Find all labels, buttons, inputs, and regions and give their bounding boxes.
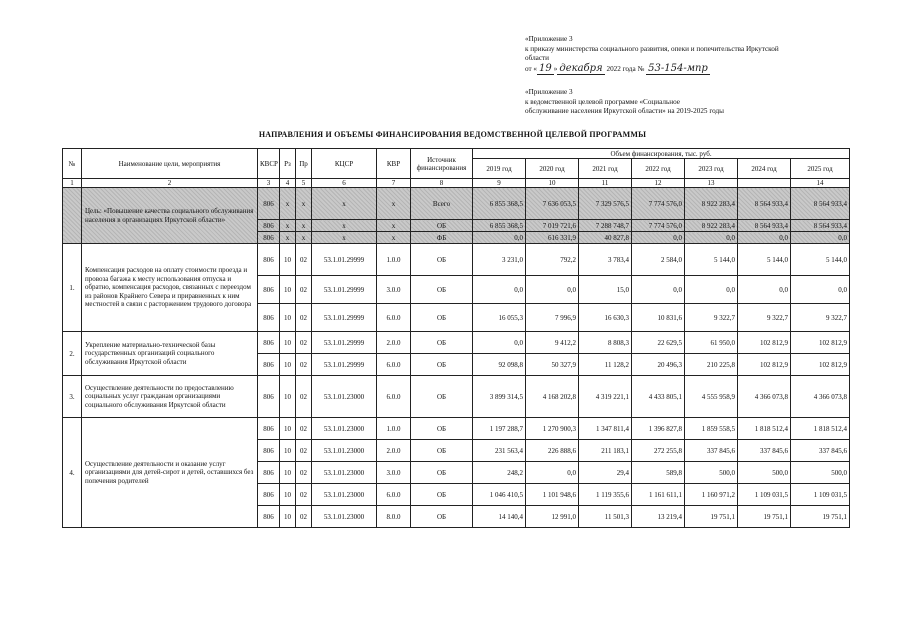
order-date-line: от « 19 » декабря 2022 года № 53-154-мпр [525,62,708,74]
cell-rz: х [280,188,296,220]
cell-value: 1 046 410,5 [473,484,526,506]
cell-value: 4 433 805,1 [632,376,685,418]
row-name: Цель: «Повышение качества социального обслуживания населения в организациях Иркутской области» [82,188,258,244]
row-name: Компенсация расходов на оплату стоимости проезда и провоза багажа к месту использования отпуска и обратно, компенсация расходов, связанных с переездом из районов Крайнего Севера и приравненных к ним местностей в связи с расторжением трудового договора [82,244,258,332]
cell-rz: 10 [280,304,296,332]
cell-pr: 02 [296,462,312,484]
cell-value: 1 270 900,3 [526,418,579,440]
cell-value: 1 109 031,5 [791,484,850,506]
cell-value: 16 055,3 [473,304,526,332]
cell-value: 4 168 202,8 [526,376,579,418]
cell-value: 1 859 558,5 [685,418,738,440]
cell-source: ОБ [411,376,473,418]
cell-rz: 10 [280,332,296,354]
cell-kvr: х [377,220,411,232]
cell-value: 337 845,6 [791,440,850,462]
cell-value: 616 331,9 [526,232,579,244]
cell-kvr: 3.0.0 [377,276,411,304]
cell-value: 1 818 512,4 [791,418,850,440]
cell-value: 0,0 [473,276,526,304]
cell-kvr: 2.0.0 [377,332,411,354]
cell-pr: х [296,188,312,220]
col-index: 8 [411,179,473,188]
col-header-year: 2021 год [579,159,632,179]
col-header-year: 2024 год [738,159,791,179]
cell-rz: 10 [280,506,296,528]
col-index: 5 [296,179,312,188]
cell-kcsr: 53.1.01.29999 [312,332,377,354]
cell-kcsr: 53.1.01.29999 [312,244,377,276]
cell-pr: 02 [296,440,312,462]
cell-value: 13 219,4 [632,506,685,528]
cell-value: 92 098,8 [473,354,526,376]
cell-value: 5 144,0 [738,244,791,276]
cell-value: 6 855 368,5 [473,188,526,220]
col-index: 14 [791,179,850,188]
cell-value: 102 812,9 [791,332,850,354]
row-number: 4. [63,418,82,528]
cell-value: 3 783,4 [579,244,632,276]
cell-source: ОБ [411,244,473,276]
cell-rz: 10 [280,440,296,462]
header-line: к ведомственной целевой программе «Социальное [525,97,680,106]
cell-value: 8 922 283,4 [685,188,738,220]
col-index: 2 [82,179,258,188]
col-index: 9 [473,179,526,188]
col-header-num: № [63,149,82,179]
cell-rz: 10 [280,276,296,304]
cell-kcsr: х [312,220,377,232]
cell-kvr: 2.0.0 [377,440,411,462]
cell-value: 0,0 [791,232,850,244]
cell-kvsr: 806 [258,332,280,354]
cell-value: 1 396 827,8 [632,418,685,440]
cell-pr: 02 [296,304,312,332]
cell-value: 12 991,0 [526,506,579,528]
cell-value: 0,0 [526,276,579,304]
cell-kcsr: х [312,188,377,220]
cell-value: 0,0 [473,332,526,354]
cell-kcsr: 53.1.01.23000 [312,484,377,506]
cell-source: ОБ [411,304,473,332]
cell-kvr: 6.0.0 [377,484,411,506]
col-header-year: 2022 год [632,159,685,179]
col-header-source: Источник финансирования [411,149,473,179]
header-line: обслуживание населения Иркутской области» на 2019-2025 годы [525,107,724,116]
cell-value: 500,0 [791,462,850,484]
cell-value: 20 496,3 [632,354,685,376]
cell-kvsr: 806 [258,484,280,506]
cell-kvsr: 806 [258,418,280,440]
cell-kvsr: 806 [258,244,280,276]
cell-value: 792,2 [526,244,579,276]
cell-value: 11 501,3 [579,506,632,528]
cell-kcsr: 53.1.01.29999 [312,354,377,376]
col-header-year: 2025 год [791,159,850,179]
cell-value: 8 564 933,4 [738,188,791,220]
cell-value: 337 845,6 [685,440,738,462]
cell-source: ФБ [411,232,473,244]
cell-value: 211 183,1 [579,440,632,462]
cell-pr: 02 [296,354,312,376]
table-row [63,332,850,354]
cell-value: 7 774 576,0 [632,220,685,232]
row-name: Укрепление материально-технической базы государственных организаций социального обслуживания Иркутской области [82,332,258,376]
cell-source: ОБ [411,440,473,462]
cell-value: 8 922 283,4 [685,220,738,232]
col-header-year: 2019 год [473,159,526,179]
col-index: 4 [280,179,296,188]
cell-value: 226 888,6 [526,440,579,462]
col-header-name: Наименование цели, мероприятия [82,149,258,179]
cell-kvr: х [377,188,411,220]
row-number: 3. [63,376,82,418]
row-name: Осуществление деятельности по предоставлению социальных услуг гражданам организациями социального обслуживания Иркутской области [82,376,258,418]
cell-value: 8 564 933,4 [791,220,850,232]
col-header-rz: Рз [280,149,296,179]
col-index: 7 [377,179,411,188]
cell-value: 0,0 [473,232,526,244]
cell-value: 50 327,9 [526,354,579,376]
cell-kcsr: 53.1.01.23000 [312,506,377,528]
cell-value: 16 630,3 [579,304,632,332]
header-row-top [63,149,850,159]
cell-value: 2 584,0 [632,244,685,276]
cell-value: 7 288 748,7 [579,220,632,232]
cell-value: 4 366 073,8 [738,376,791,418]
cell-source: ОБ [411,220,473,232]
cell-value: 102 812,9 [738,332,791,354]
cell-value: 6 855 368,5 [473,220,526,232]
cell-value: 19 751,1 [738,506,791,528]
table-row [63,188,850,220]
cell-kvsr: 806 [258,220,280,232]
cell-value: 1 160 971,2 [685,484,738,506]
cell-source: ОБ [411,276,473,304]
cell-value: 4 366 073,8 [791,376,850,418]
cell-rz: х [280,220,296,232]
cell-value: 231 563,4 [473,440,526,462]
cell-kvsr: 806 [258,276,280,304]
cell-kvsr: 806 [258,462,280,484]
cell-pr: 02 [296,332,312,354]
handwritten-day: 19 [539,62,552,74]
cell-value: 4 555 958,9 [685,376,738,418]
cell-value: 0,0 [632,276,685,304]
header-line: «Приложение 3 [525,88,573,96]
cell-kcsr: х [312,232,377,244]
cell-value: 1 101 948,6 [526,484,579,506]
col-header-kvr: КВР [377,149,411,179]
cell-value: 337 845,6 [738,440,791,462]
row-number: 1. [63,244,82,332]
col-index: 11 [579,179,632,188]
cell-value: 1 197 288,7 [473,418,526,440]
col-index: 6 [312,179,377,188]
cell-value: 29,4 [579,462,632,484]
col-header-year: 2020 год [526,159,579,179]
col-index: 3 [258,179,280,188]
cell-value: 19 751,1 [791,506,850,528]
cell-value: 7 636 053,5 [526,188,579,220]
cell-rz: 10 [280,376,296,418]
cell-pr: 02 [296,376,312,418]
cell-pr: 02 [296,276,312,304]
appendix-header-order [525,35,779,74]
cell-source: Всего [411,188,473,220]
header-line: области [525,54,550,63]
cell-source: ОБ [411,462,473,484]
cell-value: 3 899 314,5 [473,376,526,418]
cell-pr: 02 [296,506,312,528]
col-index: 10 [526,179,579,188]
cell-value: 0,0 [685,276,738,304]
cell-value: 7 329 576,5 [579,188,632,220]
cell-rz: 10 [280,354,296,376]
col-index: 13 [685,179,738,188]
table-row [63,244,850,276]
cell-kvr: 1.0.0 [377,418,411,440]
cell-value: 7 996,9 [526,304,579,332]
header-line: к приказу министерства социального развития, опеки и попечительства Иркутской [525,44,779,53]
cell-source: ОБ [411,506,473,528]
cell-value: 40 827,8 [579,232,632,244]
cell-kvsr: 806 [258,304,280,332]
cell-kvr: х [377,232,411,244]
cell-pr: 02 [296,418,312,440]
cell-pr: х [296,232,312,244]
cell-rz: 10 [280,462,296,484]
cell-value: 61 950,0 [685,332,738,354]
cell-rz: 10 [280,244,296,276]
cell-kvsr: 806 [258,354,280,376]
cell-value: 0,0 [526,462,579,484]
cell-kvr: 6.0.0 [377,304,411,332]
cell-kvsr: 806 [258,506,280,528]
cell-value: 0,0 [791,276,850,304]
cell-kvr: 1.0.0 [377,244,411,276]
cell-value: 1 347 811,4 [579,418,632,440]
cell-value: 1 161 611,1 [632,484,685,506]
cell-pr: х [296,220,312,232]
col-index: 1 [63,179,82,188]
cell-source: ОБ [411,332,473,354]
cell-kcsr: 53.1.01.29999 [312,276,377,304]
cell-kvr: 8.0.0 [377,506,411,528]
cell-value: 500,0 [685,462,738,484]
cell-kvsr: 806 [258,440,280,462]
financing-table [62,148,850,528]
cell-value: 0,0 [632,232,685,244]
cell-source: ОБ [411,484,473,506]
cell-value: 15,0 [579,276,632,304]
cell-kcsr: 53.1.01.23000 [312,440,377,462]
col-header-volume: Объем финансирования, тыс. руб. [473,149,850,159]
cell-value: 22 629,5 [632,332,685,354]
cell-value: 14 140,4 [473,506,526,528]
row-number [63,188,82,244]
cell-value: 3 231,0 [473,244,526,276]
cell-value: 9 322,7 [738,304,791,332]
cell-value: 0,0 [685,232,738,244]
cell-pr: 02 [296,484,312,506]
col-header-year: 2023 год [685,159,738,179]
table-row [63,376,850,418]
cell-value: 0,0 [738,232,791,244]
handwritten-order-number: 53-154-мпр [648,62,708,74]
cell-value: 10 831,6 [632,304,685,332]
header-line: «Приложение 3 [525,35,573,43]
cell-value: 210 225,8 [685,354,738,376]
cell-value: 7 019 721,6 [526,220,579,232]
cell-value: 8 564 933,4 [791,188,850,220]
cell-value: 500,0 [738,462,791,484]
cell-value: 5 144,0 [791,244,850,276]
cell-value: 248,2 [473,462,526,484]
col-header-kcsr: КЦСР [312,149,377,179]
cell-value: 1 818 512,4 [738,418,791,440]
cell-value: 589,8 [632,462,685,484]
cell-value: 102 812,9 [738,354,791,376]
table-row [63,418,850,440]
appendix-header-program [525,88,724,117]
cell-source: ОБ [411,418,473,440]
header-row-index [63,179,850,188]
cell-value: 7 774 576,0 [632,188,685,220]
cell-value: 9 322,7 [791,304,850,332]
cell-value: 5 144,0 [685,244,738,276]
handwritten-month: декабря [559,62,603,74]
cell-kcsr: 53.1.01.29999 [312,304,377,332]
cell-value: 9 412,2 [526,332,579,354]
cell-rz: 10 [280,418,296,440]
cell-rz: 10 [280,484,296,506]
cell-kvsr: 806 [258,232,280,244]
cell-kcsr: 53.1.01.23000 [312,462,377,484]
cell-rz: х [280,232,296,244]
cell-value: 0,0 [738,276,791,304]
cell-value: 8 808,3 [579,332,632,354]
cell-value: 102 812,9 [791,354,850,376]
cell-source: ОБ [411,354,473,376]
cell-value: 272 255,8 [632,440,685,462]
cell-kvr: 3.0.0 [377,462,411,484]
cell-value: 8 564 933,4 [738,220,791,232]
cell-kcsr: 53.1.01.23000 [312,418,377,440]
cell-value: 1 119 355,6 [579,484,632,506]
cell-kcsr: 53.1.01.23000 [312,376,377,418]
col-index [738,179,791,188]
cell-kvr: 6.0.0 [377,376,411,418]
row-name: Осуществление деятельности и оказание услуг организациями для детей-сирот и детей, оставшихся без попечения родителей [82,418,258,528]
cell-value: 11 128,2 [579,354,632,376]
cell-kvr: 6.0.0 [377,354,411,376]
cell-pr: 02 [296,244,312,276]
col-header-kvsr: КВСР [258,149,280,179]
document-title: НАПРАВЛЕНИЯ И ОБЪЕМЫ ФИНАНСИРОВАНИЯ ВЕДОМСТВЕННОЙ ЦЕЛЕВОЙ ПРОГРАММЫ [258,130,647,139]
row-number: 2. [63,332,82,376]
col-index: 12 [632,179,685,188]
cell-value: 9 322,7 [685,304,738,332]
col-header-pr: Пр [296,149,312,179]
cell-kvsr: 806 [258,376,280,418]
cell-value: 4 319 221,1 [579,376,632,418]
cell-value: 19 751,1 [685,506,738,528]
cell-value: 1 109 031,5 [738,484,791,506]
cell-kvsr: 806 [258,188,280,220]
